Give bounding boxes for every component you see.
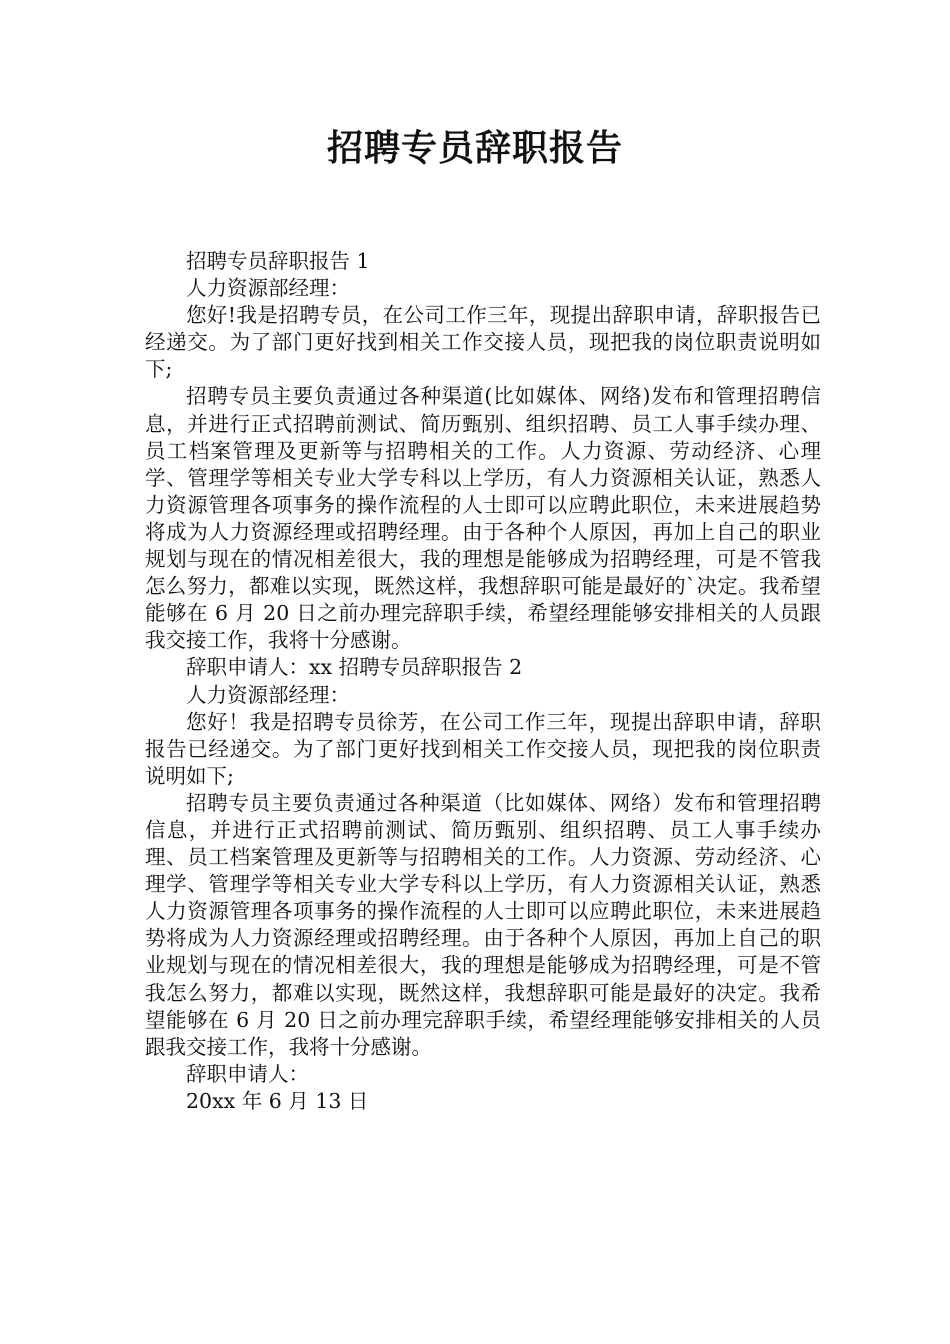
document-body: [145, 248, 821, 1115]
signature-and-heading-2: 辞职申请人：xx 招聘专员辞职报告 2: [186, 655, 523, 680]
greeting-paragraph-2: 您好！我是招聘专员徐芳，在公司工作三年，现提出辞职申请，辞职报告已经递交。为了部门更好找到相关工作交接人员，现把我的岗位职责说明如下;: [145, 709, 821, 788]
greeting-paragraph-1: 您好!我是招聘专员，在公司工作三年，现提出辞职申请，辞职报告已经递交。为了部门更好找到相关工作交接人员，现把我的岗位职责说明如下;: [145, 303, 821, 382]
salutation-1: 人力资源部经理：: [186, 276, 350, 301]
duties-paragraph-1: 招聘专员主要负责通过各种渠道(比如媒体、网络)发布和管理招聘信息，并进行正式招聘前测试、简历甄别、组织招聘、员工人事手续办理、员工档案管理及更新等与招聘相关的工作。人力资源、劳动经济、心理学、管理学等相关专业大学专科以上学历，有人力资源相关认证，熟悉人力资源管理各项事务的操作流程的人士即可以应聘此职位，未来进展趋势将成为人力资源经理或招聘经理。由于各种个人原因，再加上自己的职业规划与现在的情况相差很大，我的理想是能够成为招聘经理，可是不管我怎么努力，都难以实现，既然这样，我想辞职可能是最好的`决定。我希望能够在 6 月 20 日之前办理完辞职手续，希望经理能够安排相关的人员跟我交接工作，我将十分感谢。: [145, 384, 821, 653]
document-title: 招聘专员辞职报告: [326, 128, 623, 169]
date-line: 20xx 年 6 月 13 日: [186, 1088, 369, 1113]
section-heading-1: 招聘专员辞职报告 1: [186, 249, 370, 273]
salutation-2: 人力资源部经理：: [186, 682, 350, 707]
duties-paragraph-2: 招聘专员主要负责通过各种渠道（比如媒体、网络）发布和管理招聘信息，并进行正式招聘前测试、简历甄别、组织招聘、员工人事手续办理、员工档案管理及更新等与招聘相关的工作。人力资源、劳动经济、心理学、管理学等相关专业大学专科以上学历，有人力资源相关认证，熟悉人力资源管理各项事务的操作流程的人士即可以应聘此职位，未来进展趋势将成为人力资源经理或招聘经理。由于各种个人原因，再加上自己的职业规划与现在的情况相差很大，我的理想是能够成为招聘经理，可是不管我怎么努力，都难以实现，既然这样，我想辞职可能是最好的决定。我希望能够在 6 月 20 日之前办理完辞职手续，希望经理能够安排相关的人员跟我交接工作，我将十分感谢。: [145, 790, 821, 1059]
signature-line-2: 辞职申请人：: [186, 1061, 309, 1086]
